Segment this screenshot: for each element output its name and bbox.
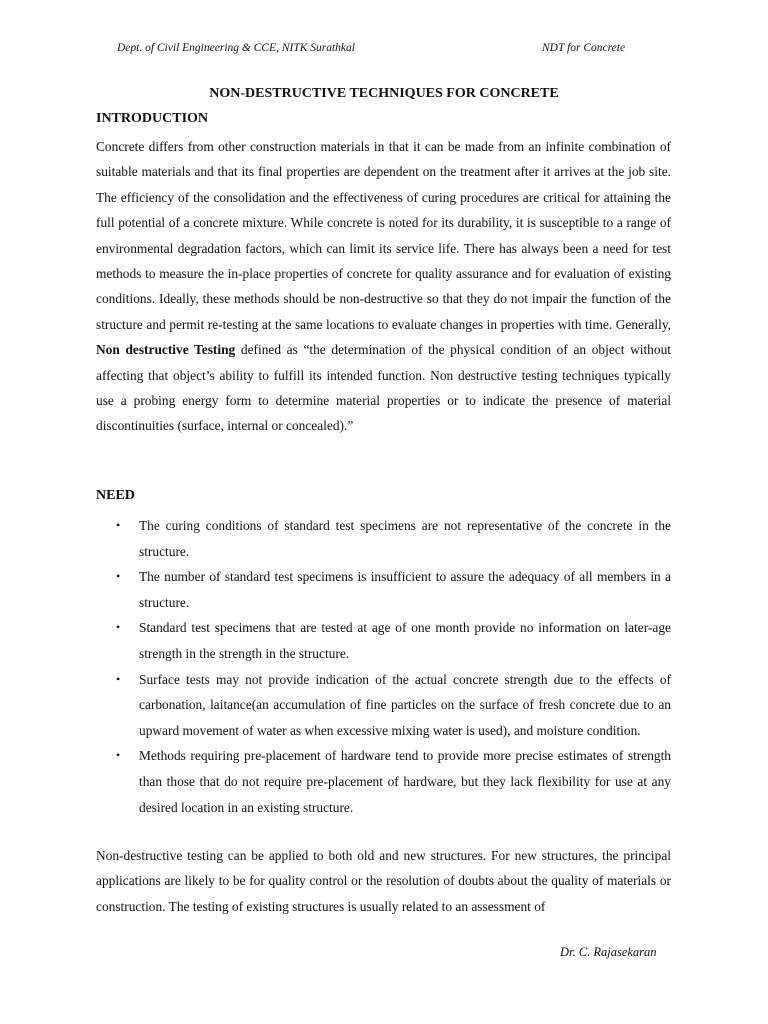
need-bullet-item [96, 564, 671, 615]
need-bullet-text: The number of standard test specimens is insufficient to assure the adequacy of all members in a structure. [139, 569, 671, 610]
header-department: Dept. of Civil Engineering & CCE, NITK Surathkal [117, 42, 355, 54]
need-bullet-list [96, 513, 671, 820]
need-bullet-text: Methods requiring pre-placement of hardware tend to provide more precise estimates of strength than those that do not require pre-placement of hardware, but they lack flexibility for use at any desired location in an existing structure. [139, 748, 671, 815]
need-bullet-item [96, 667, 671, 744]
need-bullet-text: Standard test specimens that are tested at age of one month provide no information on later-age strength in the strength in the structure. [139, 620, 671, 661]
footer-author: Dr. C. Rajasekaran [560, 945, 657, 959]
bullet-dot: • [116, 518, 121, 532]
need-bullet-text: Surface tests may not provide indication of the actual concrete strength due to the effects of carbonation, laitance(an accumulation of fine particles on the surface of fresh concrete due to an upward movement of water as when excessive mixing water is used), and moisture condition. [139, 671, 671, 738]
header-course: NDT for Concrete [542, 42, 626, 54]
introduction-heading: INTRODUCTION [96, 111, 209, 126]
bullet-dot: • [116, 671, 121, 686]
introduction-bold-term: Non destructive Testing [96, 342, 236, 358]
bullet-dot: • [116, 569, 121, 584]
page-title: NON-DESTRUCTIVE TECHNIQUES FOR CONCRETE [209, 86, 559, 101]
closing-paragraph: Non-destructive testing can be applied to both old and new structures. For new structures, the principal applications are likely to be for quality control or the resolution of doubts about the quality of materials or construction. The testing of existing structures is usually related to an assessment of [96, 848, 671, 914]
need-bullet-item [96, 615, 671, 666]
need-bullet-text: The curing conditions of standard test specimens are not representative of the concrete in the structure. [139, 518, 671, 559]
bullet-dot: • [116, 620, 121, 635]
need-bullet-item [96, 743, 671, 820]
bullet-dot: • [116, 748, 121, 763]
need-heading: NEED [96, 488, 135, 503]
introduction-paragraph [96, 134, 671, 439]
need-bullet-item [96, 513, 671, 564]
introduction-text-part2: defined as “the determination of the physical condition of an object without affecting that object’s ability to fulfill its intended function. Non destructive testing techniques typically use a probing energy form to determine material properties or to indicate the presence of material discontinuities (surface, internal or concealed).” [96, 342, 671, 434]
introduction-text-part1: Concrete differs from other construction materials in that it can be made from an infinite combination of suitable materials and that its final properties are dependent on the treatment after it arrives at the job site. The efficiency of the consolidation and the effectiveness of curing procedures are critical for attaining the full potential of a concrete mixture. While concrete is noted for its durability, it is susceptible to a range of environmental degradation factors, which can limit its service life. There has always been a need for test methods to measure the in-place properties of concrete for quality assurance and for evaluation of existing conditions. Ideally, these methods should be non-destructive so that they do not impair the function of the structure and permit re-testing at the same locations to evaluate changes in properties with time. Generally, [96, 139, 671, 332]
